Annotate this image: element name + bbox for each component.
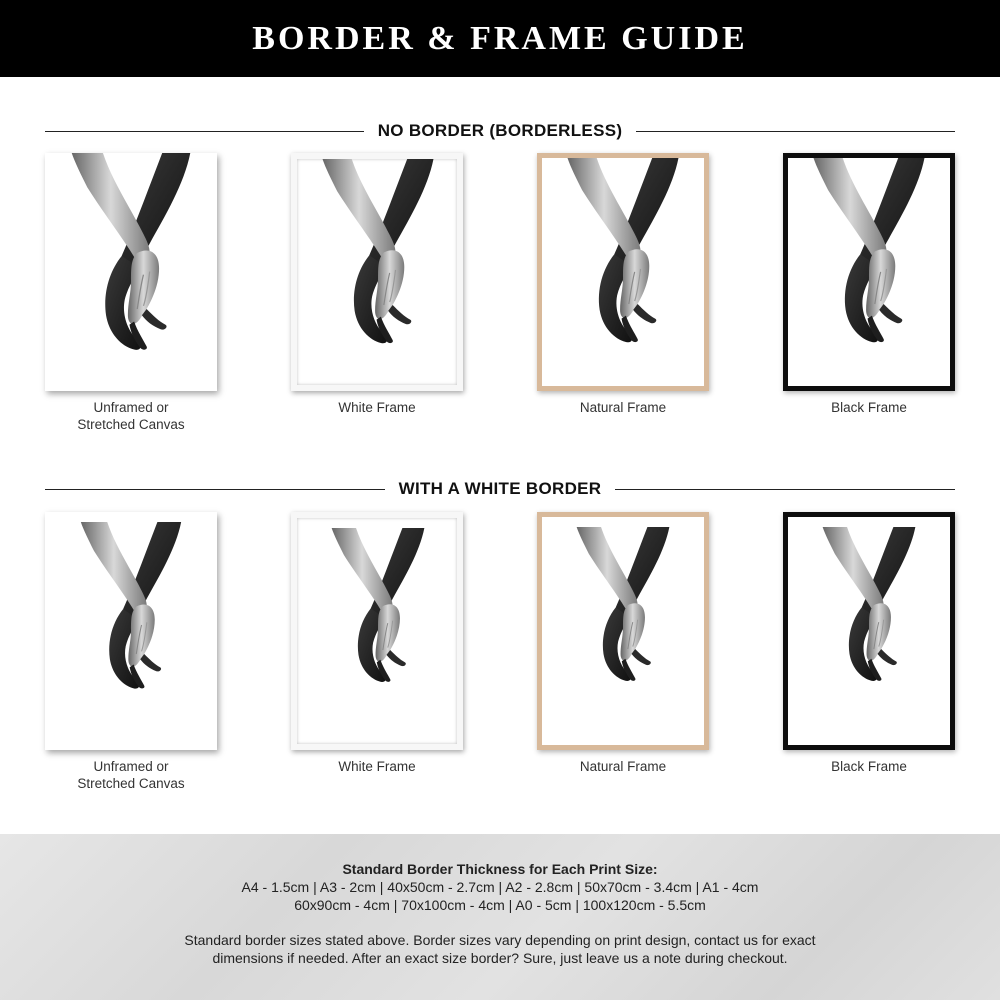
print-preview [783,153,955,391]
border-size-info-panel [0,834,1000,1000]
print-preview [291,153,463,391]
print-preview [45,512,217,750]
artwork [65,522,197,707]
border-size-list: 60x90cm - 4cm | 70x100cm - 4cm | A0 - 5cm | 100x120cm - 5.5cm [294,897,706,913]
artwork [305,159,451,363]
divider-line [45,489,385,490]
border-note: Standard border sizes stated above. Border sizes vary depending on print design, contact us for exact [184,932,816,948]
artwork [53,153,209,371]
artwork [808,527,930,698]
print-caption: Unframed or Stretched Canvas [77,400,185,432]
print-caption: White Frame [338,759,416,774]
holding-hands-icon [796,158,942,362]
print-preview [783,512,955,750]
page-title: BORDER & FRAME GUIDE [252,19,748,57]
artwork [562,527,684,698]
holding-hands-icon [53,153,209,371]
print-preview [291,512,463,750]
divider-line [636,131,955,132]
holding-hands-icon [562,527,684,698]
print-caption: Natural Frame [579,400,667,415]
section-heading-white-border [45,477,955,501]
divider-line [615,489,955,490]
print-caption: Black Frame [831,400,907,415]
divider-line [45,131,364,132]
artwork [550,158,696,362]
border-note: dimensions if needed. After an exact size border? Sure, just leave us a note during checkout. [212,950,788,966]
artwork [796,158,942,362]
print-caption: White Frame [338,400,416,415]
print-preview [45,153,217,391]
section-title: NO BORDER (BORDERLESS) [377,121,623,140]
section-heading-borderless [45,119,955,143]
holding-hands-icon [808,527,930,698]
holding-hands-icon [65,522,197,707]
print-preview [537,153,709,391]
section-title: WITH A WHITE BORDER [398,479,602,498]
print-caption: Unframed or Stretched Canvas [77,759,185,791]
print-caption: Natural Frame [579,759,667,774]
holding-hands-icon [317,528,439,699]
border-size-title: Standard Border Thickness for Each Print Size: [342,861,658,877]
artwork [317,528,439,699]
holding-hands-icon [305,159,451,363]
border-size-list: A4 - 1.5cm | A3 - 2cm | 40x50cm - 2.7cm | A2 - 2.8cm | 50x70cm - 3.4cm | A1 - 4cm [241,879,759,895]
print-caption: Black Frame [831,759,907,774]
holding-hands-icon [550,158,696,362]
print-preview [537,512,709,750]
header-banner [0,0,1000,77]
